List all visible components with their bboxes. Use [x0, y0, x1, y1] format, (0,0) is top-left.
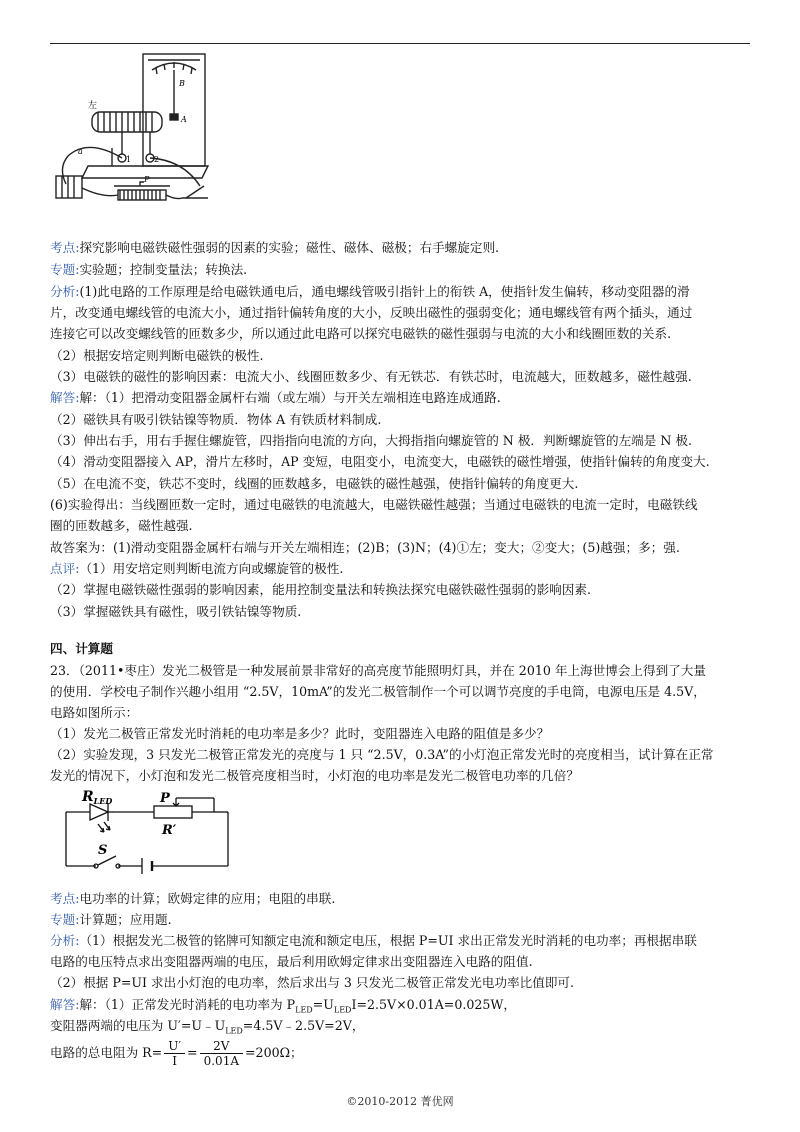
question-23-line: （1）发光二极管正常发光时消耗的电功率是多少？此时，变阻器连入电路的阻值是多少？	[50, 726, 550, 741]
label-p: P	[160, 791, 170, 806]
header-rule	[50, 43, 750, 44]
dianping-line: （2）掌握电磁铁磁性强弱的影响因素，能用控制变量法和转换法探究电磁铁磁性强弱的影响因素.	[50, 582, 591, 597]
fenxi-line: (1)此电路的工作原理是给电磁铁通电后，通电螺线管吸引指针上的衔铁 A，使指针发生偏转，移动变阻器的滑	[79, 284, 690, 299]
question-23-line: （2）实验发现，3 只发光二极管正常发光的亮度与 1 只 “2.5V，0.3A”的小灯泡正常发光时的亮度相当，试计算在正常	[50, 747, 714, 762]
jieda-line: (6)实验得出：当线圈匝数一定时，通过电磁铁的电流越大，电磁铁磁性越强；当通过电磁铁的电流一定时，电磁铁线	[50, 497, 698, 512]
jieda-text: =200Ω；	[245, 1045, 303, 1060]
question-23-line: 23．（2011•枣庄）发光二极管是一种发展前景非常好的高亮度节能照明灯具，并在 2010 年上海世博会上得到了大量	[50, 663, 706, 678]
zhuanti-text: 实验题；控制变量法；转换法.	[79, 262, 248, 277]
kaodian-tag: 考点:	[50, 891, 80, 906]
jieda-tag: 解答:	[50, 997, 80, 1012]
jieda-line: 解：（1）把滑动变阻器金属杆右端（或左端）与开关左端相连电路连成通路.	[79, 390, 501, 405]
kaodian-text: 电功率的计算；欧姆定律的应用；电阻的串联.	[79, 891, 336, 906]
subscript-led: LED	[333, 1005, 352, 1015]
dianping-row-1	[50, 560, 343, 578]
fenxi-tag: 分析:	[50, 284, 80, 299]
kaodian-row-2	[50, 890, 335, 908]
fenxi-row-1	[50, 283, 690, 301]
fraction-u-over-i	[164, 1039, 185, 1068]
zhuanti-tag: 专题:	[50, 912, 80, 927]
jieda-row-1	[50, 389, 501, 407]
fenxi-row-2	[50, 932, 697, 950]
jieda-line: （5）在电流不变，铁芯不变时，线圈的匝数越多，电磁铁的磁性越强，使指针偏转的角度更大.	[50, 476, 579, 491]
jieda-line: 圈的匝数越多，磁性越强.	[50, 518, 193, 533]
answer-line: 故答案为：(1)滑动变阻器金属杆右端与开关左端相连；(2)B；(3)N；(4)①左；变大；②变大；(5)越强；多；强.	[50, 540, 680, 555]
fraction-numerator: 2V	[200, 1039, 243, 1054]
zhuanti-tag: 专题:	[50, 262, 80, 277]
fraction-numerator: U′	[164, 1039, 185, 1054]
jieda-tag: 解答:	[50, 390, 80, 405]
jieda-line: （3）伸出右手，用右手握住螺旋管，四指指向电流的方向，大拇指指向螺旋管的 N 极．判断螺旋管的左端是 N 极.	[50, 433, 692, 448]
jieda-row-2	[50, 996, 516, 1020]
fraction-denominator: 0.01A	[203, 1054, 239, 1068]
label-a-armature: A	[181, 115, 187, 124]
jieda-text: =4.5V﹣2.5V=2V，	[242, 1018, 365, 1033]
jieda-line: （4）滑动变阻器接入 AP，滑片左移时，AP 变短，电阻变小，电流变大，电磁铁的磁性增强，使指针偏转的角度变大.	[50, 454, 710, 469]
fenxi-line: （2）根据安培定则判断电磁铁的极性.	[50, 348, 264, 363]
fenxi-line: 连接它可以改变螺线管的匝数多少，所以通过此电路可以探究电磁铁的磁性强弱与电流的大小和线圈匝数的关系.	[50, 326, 672, 341]
page-footer: ©2010-2012 菁优网	[346, 1095, 454, 1108]
kaodian-tag: 考点:	[50, 240, 80, 255]
fraction-denominator: I	[172, 1054, 177, 1068]
section-heading: 四、计算题	[50, 641, 113, 656]
dianping-line: （1）用安培定则判断电流方向或螺旋管的极性.	[79, 561, 344, 576]
kaodian-text: 探究影响电磁铁磁性强弱的因素的实验；磁性、磁体、磁极；右手螺旋定则.	[79, 240, 500, 255]
label-r-led: $R_{LED}$	[82, 790, 113, 806]
label-s: S	[98, 843, 108, 858]
fenxi-line: 片，改变通电螺线管的电流大小，通过指针偏转角度的大小，反映出磁性的强弱变化；通电螺线管有两个插头，通过	[50, 305, 693, 320]
fenxi-line: 电路的电压特点求出变阻器两端的电压，最后利用欧姆定律求出变阻器连入电路的阻值.	[50, 954, 533, 969]
subscript-led: LED	[225, 1026, 243, 1036]
question-23-line: 发光的情况下，小灯泡和发光二极管亮度相当时，小灯泡的电功率是发光二极管电功率的几倍？	[50, 768, 579, 783]
jieda-text: I=2.5V×0.01A=0.025W，	[351, 997, 516, 1012]
label-slider-p: P	[144, 175, 150, 184]
jieda-row-resistance	[50, 1036, 303, 1070]
electromagnet-apparatus-figure	[48, 48, 218, 208]
dianping-line: （3）掌握磁铁具有磁性，吸引铁钴镍等物质.	[50, 604, 302, 619]
jieda-text: =U	[312, 997, 334, 1012]
subscript-led: LED	[295, 1005, 313, 1015]
label-a-wire: a	[78, 147, 83, 156]
jieda-text: 解：（1）正常发光时消耗的电功率为 P	[79, 997, 296, 1012]
fraction-2v-over-current	[200, 1039, 243, 1068]
fenxi-line: （1）根据发光二极管的铭牌可知额定电流和额定电压，根据 P=UI 求出正常发光时消耗的电功率；再根据串联	[79, 933, 697, 948]
fenxi-tag: 分析:	[50, 933, 80, 948]
led-circuit-figure	[56, 790, 236, 878]
label-left: 左	[88, 101, 98, 111]
question-23-line: 电路如图所示：	[50, 705, 139, 720]
zhuanti-row-1	[50, 261, 247, 279]
equals-sign: =	[187, 1045, 198, 1060]
fenxi-line: （2）根据 P=UI 求出小灯泡的电功率，然后求出与 3 只发光二极管正常发光电功率比值即可.	[50, 975, 575, 990]
jieda-text: 变阻器两端的电压为 U′=U﹣U	[50, 1018, 226, 1033]
label-b: B	[179, 79, 185, 88]
fenxi-line: （3）电磁铁的磁性的影响因素：电流大小、线圈匝数多少、有无铁芯．有铁芯时，电流越大，匝数越多，磁性越强.	[50, 369, 692, 384]
kaodian-row-1	[50, 239, 499, 257]
jieda-line: （2）磁铁具有吸引铁钴镍等物质．物体 A 有铁质材料制成.	[50, 412, 382, 427]
dianping-tag: 点评:	[50, 561, 80, 576]
question-23-line: 的使用．学校电子制作兴趣小组用 “2.5V，10mA”的发光二极管制作一个可以调节亮度的手电筒，电源电压是 4.5V，	[50, 684, 706, 699]
label-terminal-1: 1	[126, 155, 132, 164]
label-r-prime: R′	[162, 823, 177, 838]
label-terminal-2: 2	[154, 155, 160, 164]
jieda-text: 电路的总电阻为 R=	[50, 1045, 163, 1060]
zhuanti-text: 计算题；应用题.	[79, 912, 172, 927]
zhuanti-row-2	[50, 911, 172, 929]
